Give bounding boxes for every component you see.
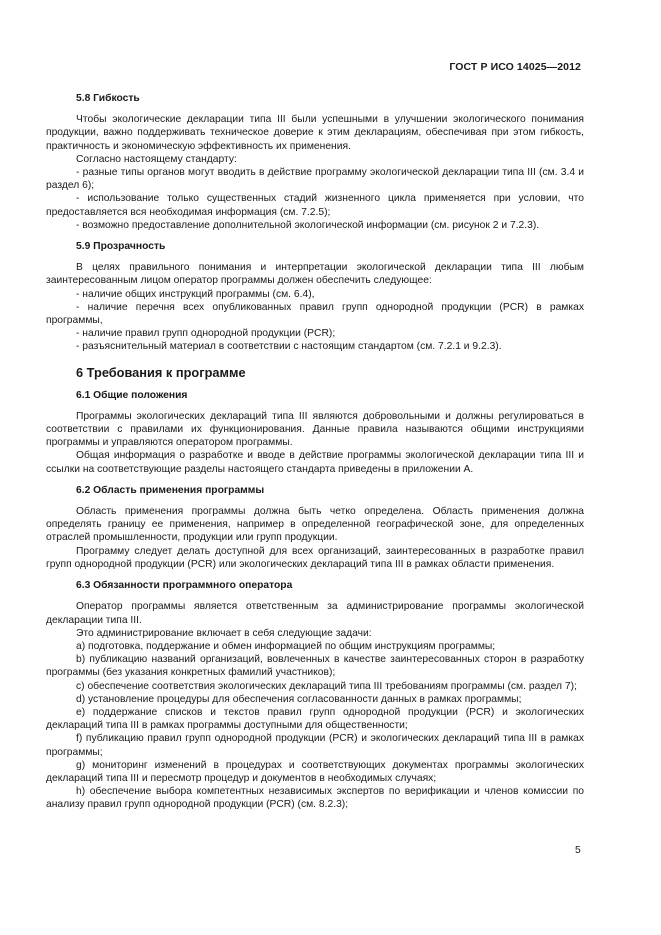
- list-item: - наличие перечня всех опубликованных правил групп однородной продукции (PCR) в рамках программы,: [46, 301, 584, 327]
- list-item: - возможно предоставление дополнительной экологической информации (см. рисунок 2 и 7.2.3).: [76, 219, 540, 231]
- paragraph: Чтобы экологические декларации типа III были успешными в улучшении экологического понимания продукции, важно поддерживать техническое доверие к этим декларациям, обеспечивая при этом гибкость, практичность и экономическую эффективность их применения.: [46, 114, 584, 152]
- section-6-3-heading: 6.3 Обязанности программного оператора: [76, 580, 293, 592]
- section-6-2-heading: 6.2 Область применения программы: [76, 484, 265, 496]
- paragraph: Программу следует делать доступной для всех организаций, заинтересованных в разработке правил групп однородной продукции (PCR) или экологических деклараций типа III в рамках области применения.: [46, 545, 584, 570]
- list-item: а) подготовка, поддержание и обмен информацией по общим инструкциям программы;: [76, 640, 496, 652]
- section-6-1-heading: 6.1 Общие положения: [76, 389, 188, 401]
- list-item: d) установление процедуры для обеспечения согласованности данных в рамках программы;: [76, 693, 522, 705]
- list-item: - наличие правил групп однородной продукции (PCR);: [76, 328, 336, 340]
- paragraph: Программы экологических деклараций типа III являются добровольными и должны регулироваться в соответствии с правилами их функционирования. Данные правила называются общими инструкциями программы и управляются оператором программы.: [46, 410, 584, 449]
- page-content: [46, 92, 584, 812]
- list-item: - разъяснительный материал в соответствии с настоящим стандартом (см. 7.2.1 и 9.2.3).: [76, 341, 502, 353]
- standard-header: ГОСТ Р ИСО 14025—2012: [449, 61, 581, 73]
- paragraph: Общая информация о разработке и вводе в действие программы экологической декларации типа III и ссылки на соответствующие разделы настоящего стандарта приведены в приложении А.: [46, 450, 584, 475]
- paragraph: Это администрирование включает в себя следующие задачи:: [76, 627, 372, 639]
- paragraph: Оператор программы является ответственным за администрирование программы экологической декларации типа III.: [46, 601, 584, 626]
- section-5-8-heading: 5.8 Гибкость: [76, 93, 140, 104]
- list-item: - наличие общих инструкций программы (см. 6.4),: [76, 288, 315, 300]
- list-item: - использование только существенных стадий жизненного цикла применяется при условии, что предоставляется вся необходимая информация (см. 7.2.5);: [46, 193, 584, 218]
- list-item: - разные типы органов могут вводить в действие программу экологической декларации типа III (см. 3.4 и раздел 6);: [46, 167, 584, 192]
- section-5-9-heading: 5.9 Прозрачность: [76, 241, 166, 253]
- list-item: f) публикацию правил групп однородной продукции (PCR) и экологических деклараций типа III в рамках программы;: [46, 733, 584, 758]
- list-item: с) обеспечение соответствия экологических деклараций типа III требованиям программы (см. раздел 7);: [76, 680, 577, 692]
- paragraph: Область применения программы должна быть четко определена. Область применения должна определять границу ее применения, например в определенной географической зоне, для определенных отраслей промышленности, продукции или групп продукции.: [46, 506, 584, 544]
- paragraph: Согласно настоящему стандарту:: [76, 153, 237, 165]
- paragraph: В целях правильного понимания и интерпретации экологической декларации типа III любым заинтересованным лицом оператор программы должен обеспечить следующее:: [46, 262, 584, 287]
- list-item: е) поддержание списков и текстов правил групп однородной продукции (PCR) и экологических деклараций типа III в рамках программы доступными для общественности;: [46, 706, 584, 732]
- list-item: g) мониторинг изменений в процедурах и соответствующих документах программы экологических деклараций типа III и пересмотр процедур и документов в необходимых случаях;: [46, 759, 584, 784]
- page-number: 5: [575, 845, 581, 856]
- section-6-heading: 6 Требования к программе: [76, 364, 246, 380]
- list-item: b) публикацию названий организаций, вовлеченных в качестве заинтересованных сторон в разработку программы (без указания конкретных фамилий участников);: [46, 654, 584, 679]
- list-item: h) обеспечение выбора компетентных независимых экспертов по верификации и членов комиссии по анализу правил групп однородной продукции (PCR) (см. 8.2.3);: [46, 786, 584, 811]
